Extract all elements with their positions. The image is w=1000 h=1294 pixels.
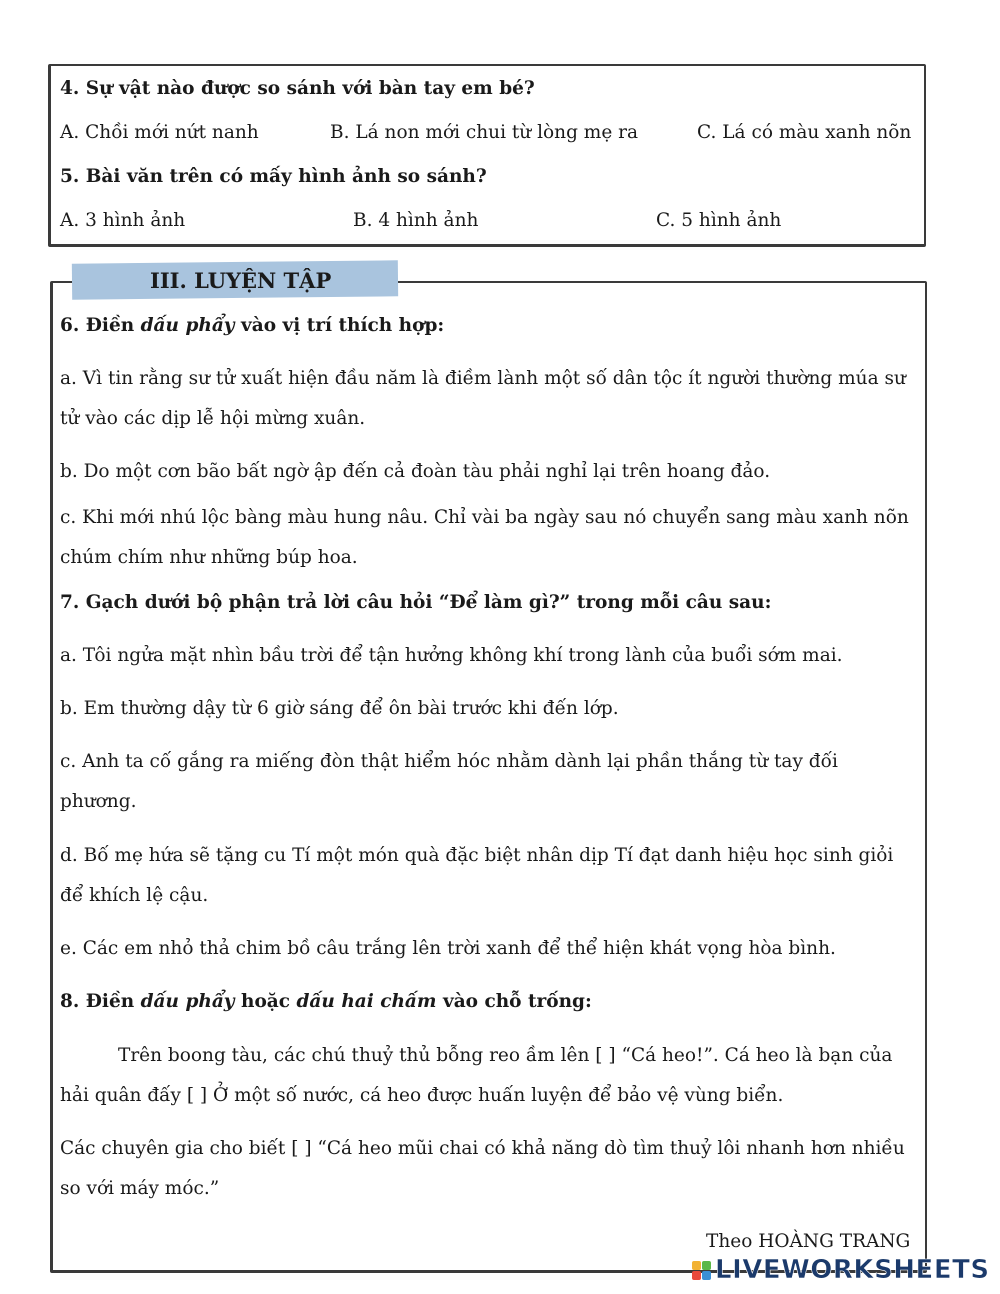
q8-prefix: 8. Điền	[60, 991, 141, 1012]
question-7: 7. Gạch dưới bộ phận trả lời câu hỏi “Để làm gì?” trong mỗi câu sau:	[60, 592, 772, 613]
q8-paragraph-line1: Trên boong tàu, các chú thuỷ thủ bỗng reo ầm lên [ ] “Cá heo!”. Cá heo là bạn của	[118, 1045, 893, 1066]
q8-paragraph-line4: so với máy móc.”	[60, 1178, 220, 1199]
section-title: III. LUYỆN TẬP	[150, 268, 332, 293]
q8-emphasis-2: dấu hai chấm	[296, 991, 437, 1012]
q7-b-line1: b. Em thường dậy từ 6 giờ sáng để ôn bài trước khi đến lớp.	[60, 698, 619, 719]
q8-emphasis-1: dấu phẩy	[140, 991, 235, 1012]
q5-option-a: A. 3 hình ảnh	[60, 210, 186, 231]
q6-c-line2: chúm chím như những búp hoa.	[60, 547, 358, 568]
question-4: 4. Sự vật nào được so sánh với bàn tay em bé?	[60, 78, 535, 99]
q7-c-line2: phương.	[60, 791, 137, 812]
question-6	[60, 315, 444, 337]
q6-a-line1: a. Vì tin rằng sư tử xuất hiện đầu năm là điềm lành một số dân tộc ít người thường múa sư	[60, 368, 906, 389]
q6-c-line1: c. Khi mới nhú lộc bàng màu hung nâu. Chỉ vài ba ngày sau nó chuyển sang màu xanh nõn	[60, 507, 909, 528]
q5-option-b: B. 4 hình ảnh	[353, 210, 479, 231]
q4-option-b: B. Lá non mới chui từ lòng mẹ ra	[330, 122, 639, 143]
q8-mid: hoặc	[234, 991, 297, 1012]
q5-option-c: C. 5 hình ảnh	[656, 210, 782, 231]
question-5: 5. Bài văn trên có mấy hình ảnh so sánh?	[60, 166, 487, 187]
q7-d-line1: d. Bố mẹ hứa sẽ tặng cu Tí một món quà đặc biệt nhân dịp Tí đạt danh hiệu học sinh giỏi	[60, 845, 894, 866]
q4-option-c: C. Lá có màu xanh nõn	[697, 122, 912, 143]
q6-b-line1: b. Do một cơn bão bất ngờ ập đến cả đoàn tàu phải nghỉ lại trên hoang đảo.	[60, 461, 771, 482]
q6-prefix: 6. Điền	[60, 315, 141, 336]
q7-a-line1: a. Tôi ngửa mặt nhìn bầu trời để tận hưởng không khí trong lành của buổi sớm mai.	[60, 645, 843, 666]
q7-e-line1: e. Các em nhỏ thả chim bồ câu trắng lên trời xanh để thể hiện khát vọng hòa bình.	[60, 938, 836, 959]
liveworksheets-logo	[692, 1256, 990, 1284]
q7-d-line2: để khích lệ cậu.	[60, 885, 209, 906]
author-credit: Theo HOÀNG TRANG	[706, 1231, 911, 1252]
q8-paragraph-line2: hải quân đấy [ ] Ở một số nước, cá heo được huấn luyện để bảo vệ vùng biển.	[60, 1085, 784, 1106]
question-8	[60, 991, 592, 1013]
q8-paragraph-line3: Các chuyên gia cho biết [ ] “Cá heo mũi chai có khả năng dò tìm thuỷ lôi nhanh hơn nhiều	[60, 1138, 905, 1159]
q6-a-line2: tử vào các dịp lễ hội mừng xuân.	[60, 408, 366, 429]
q4-option-a: A. Chồi mới nứt nanh	[60, 122, 259, 143]
q8-suffix: vào chỗ trống:	[436, 991, 592, 1012]
q7-c-line1: c. Anh ta cố gắng ra miếng đòn thật hiểm hóc nhằm dành lại phần thắng từ tay đối	[60, 751, 838, 772]
q6-emphasis: dấu phẩy	[140, 315, 235, 336]
logo-text: LIVEWORKSHEETS	[715, 1255, 990, 1285]
q6-suffix: vào vị trí thích hợp:	[234, 315, 445, 336]
logo-mark-icon	[692, 1261, 711, 1280]
